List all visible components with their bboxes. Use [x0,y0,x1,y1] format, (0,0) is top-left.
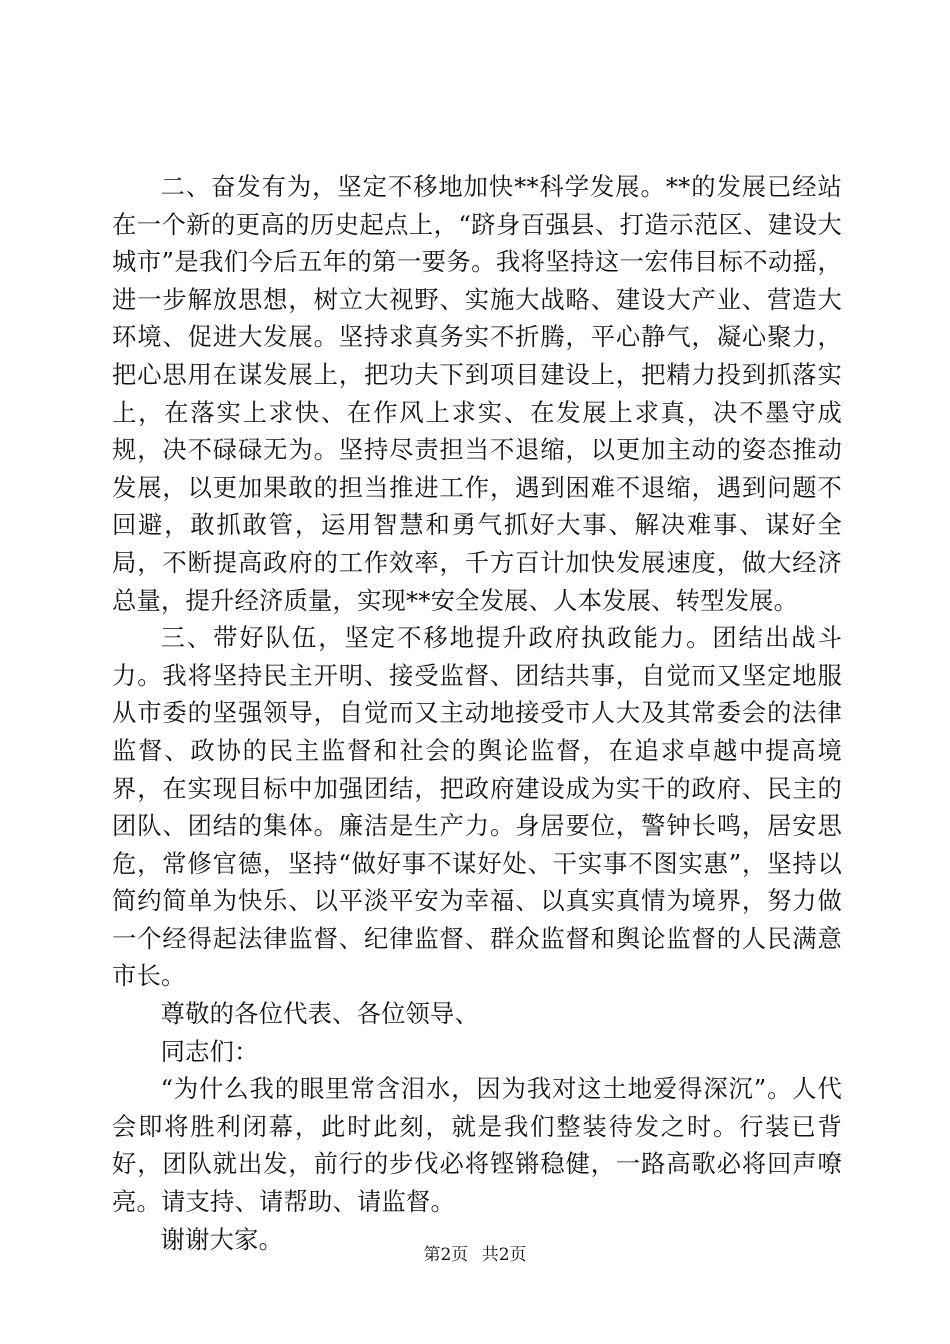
document-body [112,168,842,1258]
paragraph-section-three: 三、带好队伍，坚定不移地提升政府执政能力。团结出战斗力。我将坚持民主开明、接受监督、团结共事，自觉而又坚定地服从市委的坚强领导，自觉而又主动地接受市人大及其常委会的法律监督、政协的民主监督和社会的舆论监督，在追求卓越中提高境界，在实现目标中加强团结，把政府建设成为实干的政府、民主的团队、团结的集体。廉洁是生产力。身居要位，警钟长鸣，居安思危，常修官德，坚持“做好事不谋好处、干实事不图实惠”，坚持以简约简单为快乐、以平淡平安为幸福、以真实真情为境界，努力做一个经得起法律监督、纪律监督、群众监督和舆论监督的人民满意市长。 [112,623,842,991]
paragraph-comrades: 同志们： [160,1036,259,1066]
page-footer [0,1244,950,1266]
paragraph-thanks: 谢谢大家。 [160,1224,284,1254]
page-number-total: 共2页 [481,1245,527,1265]
page-number-current: 第2页 [423,1245,469,1265]
paragraph-section-two: 二、奋发有为，坚定不移地加快**科学发展。**的发展已经站在一个新的更高的历史起点上，“跻身百强县、打造示范区、建设大城市”是我们今后五年的第一要务。我将坚持这一宏伟目标不动摇，进一步解放思想，树立大视野、实施大战略、建设大产业、营造大环境、促进大发展。坚持求真务实不折腾，平心静气，凝心聚力，把心思用在谋发展上，把功夫下到项目建设上，把精力投到抓落实上，在落实上求快、在作风上求实、在发展上求真，决不墨守成规，决不碌碌无为。坚持尽责担当不退缩，以更加主动的姿态推动发展，以更加果敢的担当推进工作，遇到困难不退缩，遇到问题不回避，敢抓敢管，运用智慧和勇气抓好大事、解决难事、谋好全局，不断提高政府的工作效率，千方百计加快发展速度，做大经济总量，提升经济质量，实现**安全发展、人本发展、转型发展。 [112,172,842,615]
paragraph-salutation: 尊敬的各位代表、各位领导、 [160,999,480,1029]
paragraph-closing-quote: “为什么我的眼里常含泪水，因为我对这土地爱得深沉”。人代会即将胜利闭幕，此时此刻，就是我们整装待发之时。行装已背好，团队就出发，前行的步伐必将铿锵稳健，一路高歌必将回声嘹亮。请支持、请帮助、请监督。 [112,1074,842,1217]
